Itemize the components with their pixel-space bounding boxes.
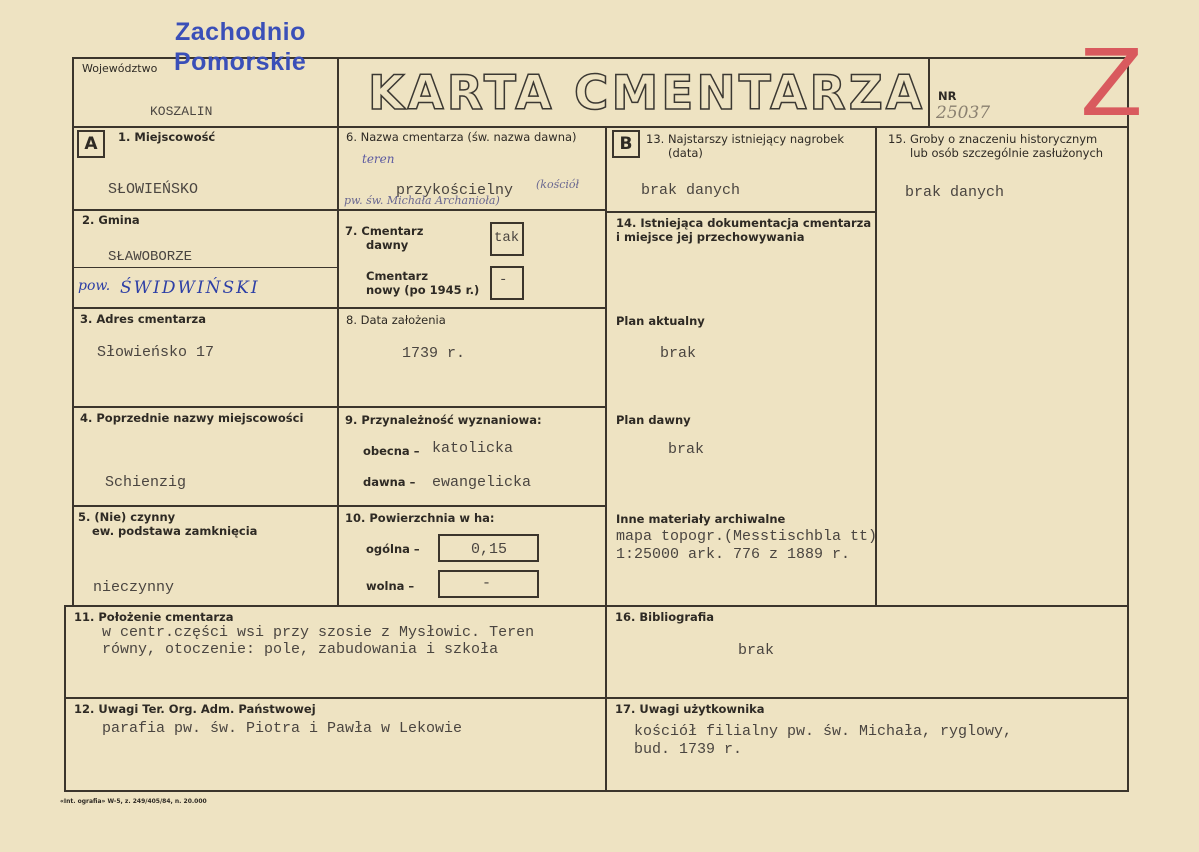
voivodeship-value: KOSZALIN: [150, 104, 213, 119]
field-14-other-label: Inne materiały archiwalne: [616, 512, 786, 526]
header-divider: [73, 126, 1128, 128]
row-line-6: [64, 697, 1129, 699]
nr-value: 25037: [936, 103, 991, 123]
field-14-plan-old-value: brak: [668, 441, 705, 458]
field-10-total-label: ogólna –: [366, 542, 420, 556]
field-1-value: SŁOWIEŃSKO: [108, 181, 199, 198]
field-13-label-2: (data): [668, 146, 703, 160]
row-line-13: [605, 211, 876, 213]
field-15-label-2: lub osób szczególnie zasłużonych: [910, 146, 1104, 160]
field-14-plan-current-label: Plan aktualny: [616, 314, 705, 328]
field-10-free-label: wolna –: [366, 579, 415, 593]
row-line-4: [73, 505, 607, 507]
field-14-other-line-1: mapa topogr.(Messtischbla tt): [616, 528, 878, 545]
section-b-box: B: [612, 130, 640, 158]
field-7-label-new-1: Cmentarz: [366, 269, 429, 283]
row-line-5: [64, 605, 1129, 607]
field-11-label: 11. Położenie cmentarza: [74, 610, 234, 624]
field-2-hand-prefix: pow.: [78, 278, 111, 294]
field-6-hand-2: (kościół: [536, 178, 580, 191]
field-6-hand-3: pw. św. Michała Archanioła): [344, 194, 500, 207]
print-info: «Int. ografia» W-5, z. 249/405/84, n. 20.000: [60, 798, 207, 805]
field-5-label-2: ew. podstawa zamknięcia: [92, 524, 258, 538]
field-5-label-1: 5. (Nie) czynny: [78, 510, 176, 524]
field-7-label: 7. Cmentarz: [345, 224, 424, 238]
field-9-current-value: katolicka: [432, 440, 514, 457]
voivodeship-stamp-line2: Pomorskie: [174, 48, 307, 76]
nr-label: NR: [938, 89, 957, 103]
category-letter-stamp: Z: [1080, 30, 1144, 137]
field-14-plan-old-label: Plan dawny: [616, 413, 691, 427]
field-15-value: brak danych: [905, 184, 1005, 201]
field-6-value: przykościelny: [396, 182, 514, 199]
field-12-value: parafia pw. św. Piotra i Pawła w Lekowie: [102, 720, 463, 737]
frame-bottom: [64, 790, 1129, 792]
field-6-label: 6. Nazwa cmentarza (św. nazwa dawna): [346, 130, 577, 144]
field-11-line-1: w centr.części wsi przy szosie z Mysłowic. Teren: [102, 624, 535, 641]
voivodeship-label: Województwo: [82, 62, 158, 75]
field-13-label-1: 13. Najstarszy istniejący nagrobek: [646, 132, 845, 146]
field-12-label: 12. Uwagi Ter. Org. Adm. Państwowej: [74, 702, 316, 716]
field-2-value: SŁAWOBORZE: [108, 249, 193, 265]
field-9-current-label: obecna –: [363, 444, 420, 458]
field-14-label-1: 14. Istniejąca dokumentacja cmentarza: [616, 216, 872, 230]
col2-divider: [605, 126, 607, 791]
field-4-label: 4. Poprzednie nazwy miejscowości: [80, 411, 304, 425]
field-7-old-value: tak: [494, 230, 520, 246]
field-16-value: brak: [738, 642, 775, 659]
field-17-line-1: kościół filialny pw. św. Michała, ryglowy,: [634, 723, 1013, 740]
card-title: KARTA CMENTARZA: [368, 66, 926, 121]
field-14-label-2: i miejsce jej przechowywania: [616, 230, 805, 244]
field-14-other-line-2: 1:25000 ark. 776 z 1889 r.: [616, 546, 851, 563]
field-10-total-value: 0,15: [471, 541, 508, 558]
field-7-new-value: -: [499, 272, 508, 288]
header-col1: [337, 57, 339, 607]
field-3-label: 3. Adres cmentarza: [80, 312, 206, 326]
field-2-label: 2. Gmina: [82, 213, 140, 227]
field-9-former-label: dawna –: [363, 475, 416, 489]
field-11-line-2: równy, otoczenie: pole, zabudowania i szkoła: [102, 641, 499, 658]
frame-right: [1127, 57, 1129, 792]
field-3-value: Słowieńsko 17: [97, 344, 215, 361]
field-10-label: 10. Powierzchnia w ha:: [345, 511, 495, 525]
field-9-former-value: ewangelicka: [432, 474, 532, 491]
field-13-value: brak danych: [641, 182, 741, 199]
section-a-box: A: [77, 130, 105, 158]
row-line-3: [73, 406, 607, 408]
field-15-label-1: 15. Groby o znaczeniu historycznym: [888, 132, 1098, 146]
voivodeship-stamp-line1: Zachodnio: [175, 18, 306, 46]
field-14-plan-current-value: brak: [660, 345, 697, 362]
field-5-value: nieczynny: [93, 579, 175, 596]
header-col-nr: [928, 57, 930, 127]
field-4-value: Schienzig: [105, 474, 187, 491]
field-17-line-2: bud. 1739 r.: [634, 741, 743, 758]
field-8-label: 8. Data założenia: [346, 313, 446, 327]
field-8-value: 1739 r.: [402, 345, 466, 362]
row-line-2: [73, 307, 607, 309]
field-9-label: 9. Przynależność wyznaniowa:: [345, 413, 542, 427]
field-7-label-old: dawny: [366, 238, 409, 252]
field-6-hand-1: teren: [362, 152, 395, 166]
row-line-1: [73, 209, 607, 211]
gmina-underline: [73, 267, 337, 268]
field-2-hand-value: ŚWIDWIŃSKI: [120, 278, 260, 298]
field-17-label: 17. Uwagi użytkownika: [615, 702, 765, 716]
field-10-free-value: -: [482, 575, 492, 592]
frame-left: [72, 57, 74, 607]
field-16-label: 16. Bibliografia: [615, 610, 715, 624]
field-7-label-new-2: nowy (po 1945 r.): [366, 283, 480, 297]
field-1-label: 1. Miejscowość: [118, 130, 216, 144]
